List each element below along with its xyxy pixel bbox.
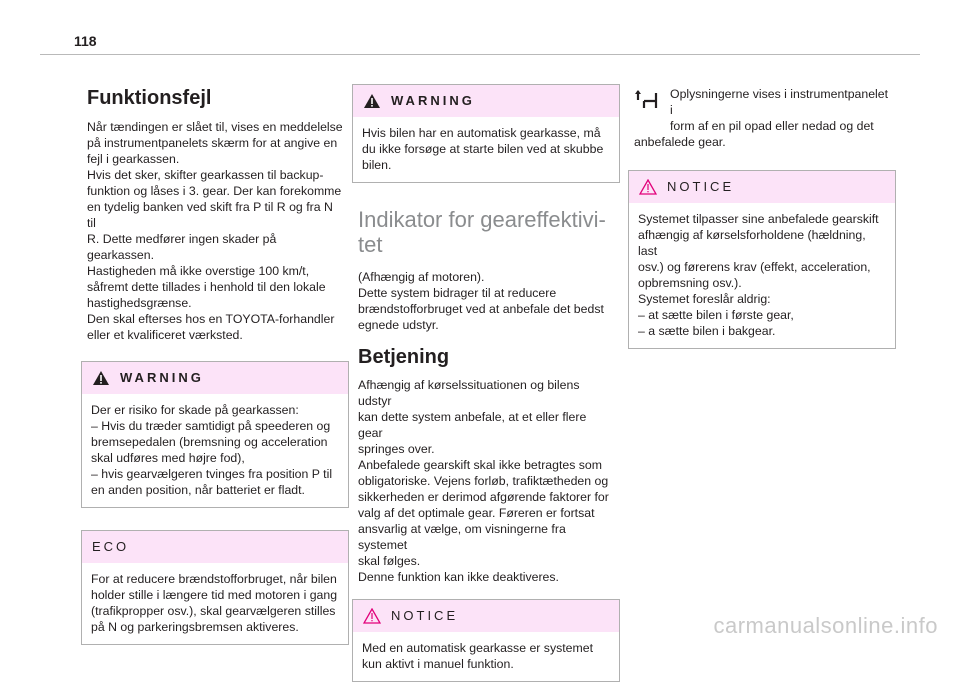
notice-box-header xyxy=(353,600,619,632)
warning-title: WARNING xyxy=(120,370,204,385)
watermark: carmanualsonline.info xyxy=(713,613,938,638)
warning-box-header xyxy=(82,362,348,394)
malfunction-text: Når tændingen er slået til, vises en meddelelse på instrumentpanelets skærm for at angive en fejl i gearkassen. Hvis det sker, skifter gearkassen til backup- funktion og låses i 3. gear. Der kan forekomme en tydelig banken ved skift fra P til R og fra N til R. Dette medfører ingen skader på gearkassen. Hastigheden må ikke overstige 100 km/t, såfremt dette tillades i henhold til den lokale hastighedsgrænse. Den skal efterses hos en TOYOTA-forhandler eller et kvalificeret værksted. xyxy=(87,120,343,342)
eco-box-header xyxy=(82,531,348,563)
operation-text: Afhængig af kørselssituationen og bilens udstyr kan dette system anbefale, at et eller flere gear springes over. Anbefalede gearskift skal ikke betragtes som obligatoriske. Vejens forløb, trafiktætheden og sikkerheden er derimod afgørende faktorer for valg af det optimale gear. Føreren er fortsat ansvarlig at vælge, om visningerne fra systemet skal følges. Denne funktion kan ikke deaktiveres. xyxy=(358,378,609,584)
notice-title: NOTICE xyxy=(391,608,459,623)
notice-box-header xyxy=(629,171,895,203)
gear-indicator-text-1: Oplysningerne vises i instrumentpanelet i form af en pil opad eller nedad og det xyxy=(670,87,889,133)
gear-indicator-text-2: anbefalede gear. xyxy=(634,135,726,149)
warning-triangle-icon xyxy=(92,370,110,386)
eco-body: For at reducere brændstofforbruget, når bilen holder stille i længere tid med motoren i gang (trafikpropper osv.), skal gearvælgeren stilles på N og parkeringsbremsen aktiveres. xyxy=(91,572,338,634)
warning-title: WARNING xyxy=(391,93,475,108)
column-1 xyxy=(87,86,343,645)
eco-title: ECO xyxy=(92,539,130,554)
warning-box-header xyxy=(353,85,619,117)
subheading-operation: Betjening xyxy=(358,346,450,368)
section-heading-malfunction: Funktionsfejl xyxy=(87,87,212,109)
gear-indicator-description xyxy=(634,86,890,150)
notice-body: Systemet tilpasser sine anbefalede gearskift afhængig af kørselsforholdene (hældning, last osv.) og førerens krav (effekt, acceleration, opbremsning osv.). Systemet foreslår aldrig: – at sætte bilen i første gear, – a sætte bilen i bakgear. xyxy=(638,212,879,338)
column-2 xyxy=(358,84,614,682)
warning-box-push-start xyxy=(352,84,620,183)
column-3 xyxy=(634,86,890,349)
page-number: 118 xyxy=(74,33,97,49)
notice-body: Med en automatisk gearkasse er systemet kun aktivt i manuel funktion. xyxy=(362,641,594,671)
eco-box xyxy=(81,530,349,645)
notice-box-automatic xyxy=(352,599,620,682)
gear-indicator-intro: (Afhængig af motoren). Dette system bidrager til at reducere brændstofforbruget ved at anbefale det bedst egnede udstyr. xyxy=(358,270,604,332)
notice-box-adaptation xyxy=(628,170,896,349)
notice-triangle-icon xyxy=(363,608,381,624)
notice-title: NOTICE xyxy=(667,179,735,194)
warning-triangle-icon xyxy=(363,93,381,109)
section-heading-gear-indicator: Indikator for geareffektivi- tet xyxy=(358,207,606,257)
warning-box-gearbox xyxy=(81,361,349,508)
gear-shift-indicator-icon xyxy=(634,88,662,114)
warning-body: Der er risiko for skade på gearkassen: – Hvis du træder samtidigt på speederen og bremsepedalen (bremsning og acceleration skal udføres med højre fod), – hvis gearvælgeren tvinges fra position P til en anden position, når batteriet er fladt. xyxy=(91,403,333,497)
notice-triangle-icon xyxy=(639,179,657,195)
warning-body: Hvis bilen har en automatisk gearkasse, må du ikke forsøge at starte bilen ved at skubbe bilen. xyxy=(362,126,604,172)
top-divider xyxy=(40,54,920,55)
